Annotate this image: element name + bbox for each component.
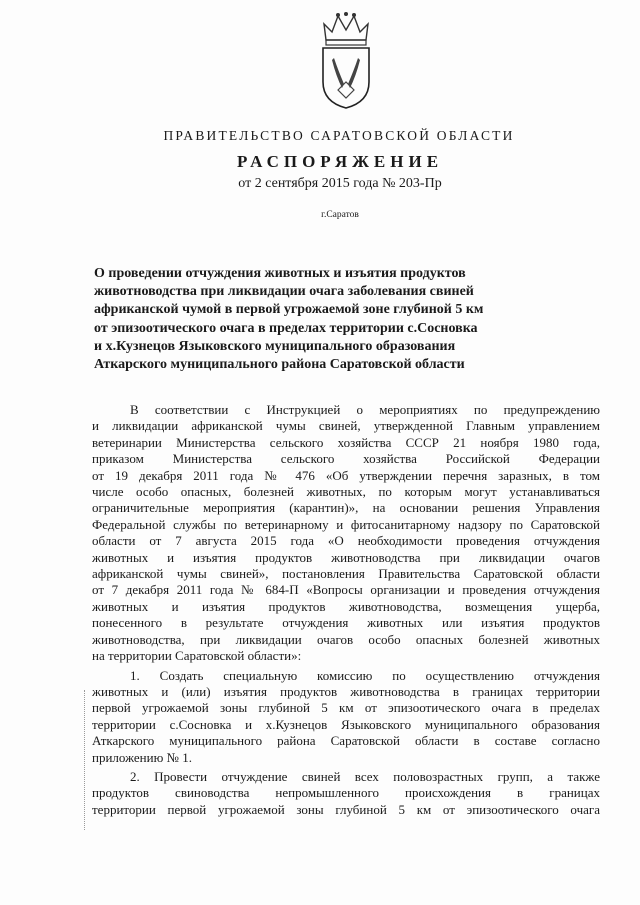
body-line: области от 7 августа 2015 года «О необходимости проведения отчуждения bbox=[92, 533, 600, 549]
saratov-coat-of-arms-icon bbox=[318, 10, 374, 110]
body-line: животных и изъятия продуктов животноводства, возмещения ущерба, bbox=[92, 598, 600, 614]
subject-line: О проведении отчуждения животных и изъятия продуктов bbox=[94, 266, 466, 281]
body-line: животноводства, при ликвидации очагов особо опасных болезней животных bbox=[92, 631, 600, 647]
body-line: на территории Саратовской области»: bbox=[92, 648, 302, 664]
body-line: африканской чумы свиней», постановления Правительства Саратовской области bbox=[92, 566, 600, 582]
body-line: от 19 декабря 2011 года № 476 «Об утверждении перечня заразных, в том bbox=[92, 467, 600, 483]
document-city: г.Саратов bbox=[321, 210, 359, 220]
subject-line: и х.Кузнецов Языковского муниципального образования bbox=[94, 338, 456, 354]
body-line: Федеральной службы по ветеринарному и фитосанитарному надзору по Саратовской bbox=[92, 516, 600, 532]
body-line: ветеринарии Министерства сельского хозяйства СССР 21 ноября 1980 года, bbox=[92, 434, 600, 450]
body-line: первой угрожаемой зоны глубиной 5 км от эпизоотического очага в пределах bbox=[92, 700, 600, 716]
item-1-paragraph bbox=[92, 668, 600, 766]
document-body bbox=[92, 402, 600, 818]
body-line: приложению № 1. bbox=[92, 749, 192, 765]
subject-line: от эпизоотического очага в пределах территории с.Сосновка bbox=[94, 320, 478, 336]
body-line: ограничительные мероприятия (карантин)», на основании решения Управления bbox=[92, 500, 600, 516]
body-line: территории с.Сосновка и х.Кузнецов Языковского муниципального образования bbox=[92, 716, 600, 732]
body-line: от 7 декабря 2011 года № 684-П «Вопросы организации и проведения отчуждения bbox=[92, 582, 600, 598]
body-line: 2. Провести отчуждение свиней всех половозрастных групп, а также bbox=[130, 768, 600, 784]
document-date-number: от 2 сентября 2015 года № 203-Пр bbox=[238, 176, 442, 191]
subject-line: африканской чумой в первой угрожаемой зоне глубиной 5 км bbox=[94, 302, 484, 318]
margin-mark bbox=[84, 690, 85, 830]
body-line: продуктов свиноводства непромышленного происхождения в границах bbox=[92, 785, 600, 801]
body-line: и ликвидации африканской чумы свиней, утвержденной Главным управлением bbox=[92, 418, 600, 434]
body-line: В соответствии с Инструкцией о мероприятиях по предупреждению bbox=[130, 402, 600, 417]
subject-line: животноводства при ликвидации очага заболевания свиней bbox=[94, 284, 474, 300]
document-subject bbox=[94, 265, 534, 374]
item-2-paragraph bbox=[92, 769, 600, 818]
body-line: приказом Министерства сельского хозяйства Российской Федерации bbox=[92, 451, 600, 467]
body-line: животных и (или) изъятия продуктов животноводства в границах территории bbox=[92, 683, 600, 699]
document-type: РАСПОРЯЖЕНИЕ bbox=[236, 152, 444, 171]
subject-line: Аткарского муниципального района Саратовской области bbox=[94, 357, 465, 373]
body-line: понесенного в результате отчуждения животных или изъятия продуктов bbox=[92, 615, 600, 631]
body-line: Аткарского муниципального района Саратовской области в составе согласно bbox=[92, 733, 600, 749]
body-line: животных и изъятия продуктов животноводства при ликвидации очагов bbox=[92, 549, 600, 565]
body-line: территории первой угрожаемой зоны глубиной 5 км от эпизоотического очага bbox=[92, 801, 600, 817]
government-name: ПРАВИТЕЛЬСТВО САРАТОВСКОЙ ОБЛАСТИ bbox=[163, 128, 515, 143]
body-line: 1. Создать специальную комиссию по осуществлению отчуждения bbox=[130, 667, 600, 683]
body-line: числе особо опасных, болезней животных, по которым могут устанавливаться bbox=[92, 484, 600, 500]
preamble-paragraph bbox=[92, 402, 600, 665]
